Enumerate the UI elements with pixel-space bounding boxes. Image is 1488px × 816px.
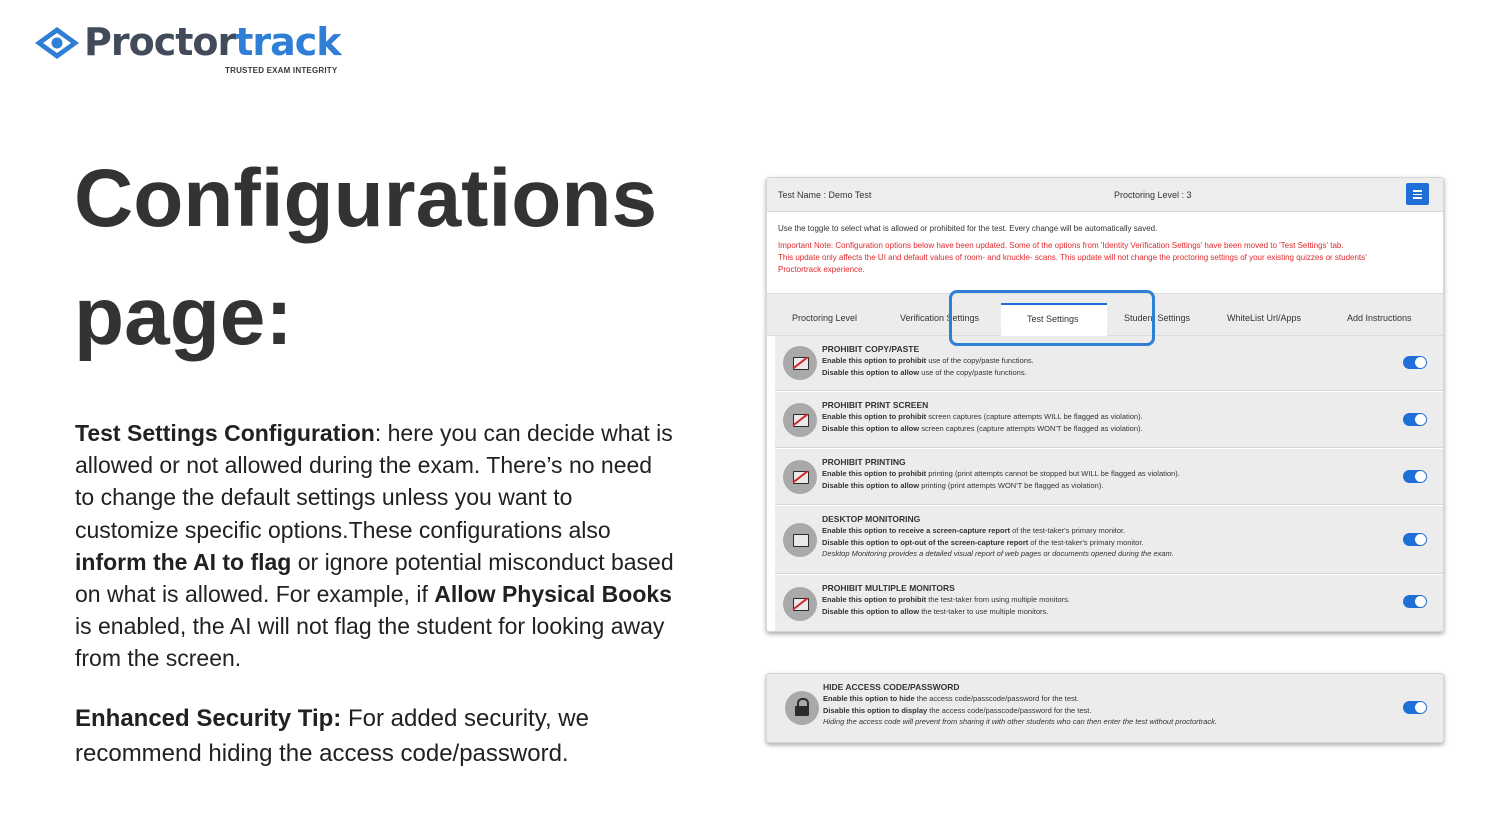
test-settings-highlight <box>949 290 1155 346</box>
toggle-instruction-note: Use the toggle to select what is allowed or prohibited for the test. Every change will be automatically saved. <box>778 224 1158 233</box>
multiple-monitors-blocked-icon <box>783 587 817 621</box>
enable-prefix: Enable this option to <box>822 356 899 365</box>
enable-prefix: Enable this option to <box>822 469 899 478</box>
disable-prefix: Disable this option to <box>822 367 901 377</box>
setting-disable-line <box>822 367 1034 379</box>
tab-proctoring-level[interactable]: Proctoring Level <box>792 313 858 323</box>
important-note-line3: Proctortrack experience. <box>778 265 865 274</box>
tab-test-settings-label: Test Settings <box>1027 314 1079 324</box>
setting-note-line: Desktop Monitoring provides a detailed visual report of web pages or documents opened during the exam. <box>822 549 1174 558</box>
disable-keyword: allow <box>900 480 920 490</box>
printing-toggle[interactable] <box>1403 470 1427 483</box>
hamburger-menu-icon[interactable] <box>1406 183 1429 205</box>
setting-enable-line <box>822 411 1143 423</box>
security-tip-bold: Enhanced Security Tip: <box>75 705 342 732</box>
setting-enable-line <box>822 355 1034 367</box>
copy-paste-toggle[interactable] <box>1403 356 1427 369</box>
access-code-disable-line <box>823 705 1217 717</box>
test-settings-screenshot <box>766 177 1444 632</box>
enable-rest: use of the copy/paste functions. <box>926 356 1034 365</box>
setting-row-multiple-monitors <box>775 575 1443 632</box>
logo-word-track: track <box>235 20 341 64</box>
disable-keyword: allow <box>900 423 920 433</box>
setting-row-desktop-monitoring <box>775 506 1443 574</box>
disable-rest: screen captures (capture attempts WON'T be flagged as violation). <box>919 423 1143 433</box>
setting-text <box>822 583 1070 617</box>
settings-notes <box>767 213 1443 291</box>
copy-paste-blocked-icon <box>783 346 817 380</box>
disable-rest: the access code/passcode/password for the test. <box>927 705 1092 715</box>
disable-keyword: allow <box>900 606 920 616</box>
disable-keyword: allow <box>900 367 920 377</box>
disable-keyword: opt-out of the screen-capture report <box>900 537 1029 547</box>
disable-prefix: Disable this option to <box>822 537 901 547</box>
setting-disable-line <box>822 423 1143 435</box>
access-code-enable-line <box>823 693 1217 705</box>
enable-prefix: Enable this option to receive a <box>822 526 933 535</box>
enable-rest: of the test-taker's primary monitor. <box>1009 526 1126 535</box>
logo-tagline: TRUSTED EXAM INTEGRITY <box>225 66 338 75</box>
disable-rest: use of the copy/paste functions. <box>919 367 1027 377</box>
test-name-label: Test Name : Demo Test <box>778 190 872 200</box>
proctoring-level-label: Proctoring Level : 3 <box>1114 190 1192 200</box>
lock-icon <box>785 691 819 725</box>
description-text-1: : here you can decide what is allowed or not allowed during the exam. There’s no need to change the default settings unless you want to customize specific options.These configurations also <box>75 420 673 543</box>
printer-blocked-icon <box>783 460 817 494</box>
disable-rest: of the test-taker's primary monitor. <box>1028 537 1144 547</box>
enable-keyword: prohibit <box>898 356 927 365</box>
security-tip <box>75 701 675 771</box>
access-code-text <box>823 682 1217 728</box>
access-code-title: HIDE ACCESS CODE/PASSWORD <box>823 682 960 692</box>
setting-enable-line <box>822 525 1174 537</box>
panel-header <box>767 178 1443 212</box>
setting-enable-line <box>822 594 1070 606</box>
test-settings-description <box>75 417 675 675</box>
description-text-3: is enabled, the AI will not flag the student for looking away from the screen. <box>75 613 665 672</box>
description-bold-3: Allow Physical Books <box>434 581 672 608</box>
print-screen-blocked-icon <box>783 403 817 437</box>
enable-keyword: screen-capture report <box>932 526 1010 535</box>
eye-diamond-icon <box>34 26 80 60</box>
proctortrack-logo <box>34 20 364 80</box>
important-note-line2: This update only affects the UI and default values of room- and knuckle- scans. This update will not change the proctoring settings of your existing quizzes or students' <box>778 253 1367 262</box>
setting-row-printing <box>775 449 1443 505</box>
enable-rest: the test-taker from using multiple monitors. <box>926 595 1070 604</box>
page-title-line1: Configurations <box>74 153 658 244</box>
desktop-monitoring-toggle[interactable] <box>1403 533 1427 546</box>
disable-prefix: Disable this option to <box>822 480 901 490</box>
logo-wordmark <box>84 20 341 64</box>
disable-prefix: Disable this option to <box>822 606 901 616</box>
setting-enable-line <box>822 468 1180 480</box>
setting-text <box>822 344 1034 378</box>
access-code-toggle[interactable] <box>1403 701 1427 714</box>
logo-word-proctor: Proctor <box>84 20 236 64</box>
disable-rest: the test-taker to use multiple monitors. <box>919 606 1049 616</box>
tab-whitelist-url-apps[interactable]: WhiteList Url/Apps <box>1227 313 1302 323</box>
disable-keyword: display <box>901 705 928 715</box>
enable-keyword: prohibit <box>898 412 927 421</box>
desktop-monitor-icon <box>783 523 817 557</box>
enable-rest: the access code/passcode/password for the test. <box>914 694 1079 703</box>
setting-row-print-screen <box>775 392 1443 448</box>
setting-text <box>822 514 1174 560</box>
enable-prefix: Enable this option to <box>822 412 899 421</box>
description-bold-2: inform the AI to flag <box>75 548 292 575</box>
setting-title: PROHIBIT COPY/PASTE <box>822 344 920 354</box>
multiple-monitors-toggle[interactable] <box>1403 595 1427 608</box>
disable-prefix: Disable this option to <box>822 423 901 433</box>
enable-rest: screen captures (capture attempts WILL be flagged as violation). <box>926 412 1143 421</box>
setting-title: DESKTOP MONITORING <box>822 514 921 524</box>
setting-text <box>822 400 1143 434</box>
tab-student-settings[interactable]: Student Settings <box>1124 313 1191 323</box>
setting-disable-line <box>822 606 1070 618</box>
description-text-2: or ignore potential misconduct based on what is allowed. For example, if <box>75 548 674 608</box>
enable-prefix: Enable this option to <box>822 595 899 604</box>
tab-add-instructions[interactable]: Add Instructions <box>1347 313 1412 323</box>
enable-prefix: Enable this option to <box>823 694 900 703</box>
setting-text <box>822 457 1180 491</box>
page-title <box>74 140 714 376</box>
enable-keyword: hide <box>899 694 915 703</box>
setting-title: PROHIBIT PRINTING <box>822 457 906 467</box>
description-bold-1: Test Settings Configuration <box>75 420 375 446</box>
setting-title: PROHIBIT MULTIPLE MONITORS <box>822 583 955 593</box>
important-note-line1: Important Note: Configuration options below have been updated. Some of the options from 'Identity Verification Settings' have been moved to 'Test Settings' tab. <box>778 241 1344 250</box>
access-code-setting <box>766 673 1444 743</box>
disable-prefix: Disable this option to <box>823 705 902 715</box>
page-title-line2: page: <box>74 271 293 362</box>
disable-rest: printing (print attempts WON'T be flagged as violation). <box>919 480 1104 490</box>
enable-rest: printing (print attempts cannot be stopped but WILL be flagged as violation). <box>926 469 1180 478</box>
print-screen-toggle[interactable] <box>1403 413 1427 426</box>
access-code-note: Hiding the access code will prevent from sharing it with other students who can then enter the test without proctortrack. <box>823 717 1217 726</box>
tab-verification-settings[interactable]: Verification Settings <box>900 313 980 323</box>
enable-keyword: prohibit <box>898 595 927 604</box>
setting-disable-line <box>822 537 1174 549</box>
setting-title: PROHIBIT PRINT SCREEN <box>822 400 929 410</box>
security-tip-text: For added security, we recommend hiding the access code/password. <box>75 705 589 767</box>
enable-keyword: prohibit <box>898 469 927 478</box>
setting-disable-line <box>822 480 1180 492</box>
